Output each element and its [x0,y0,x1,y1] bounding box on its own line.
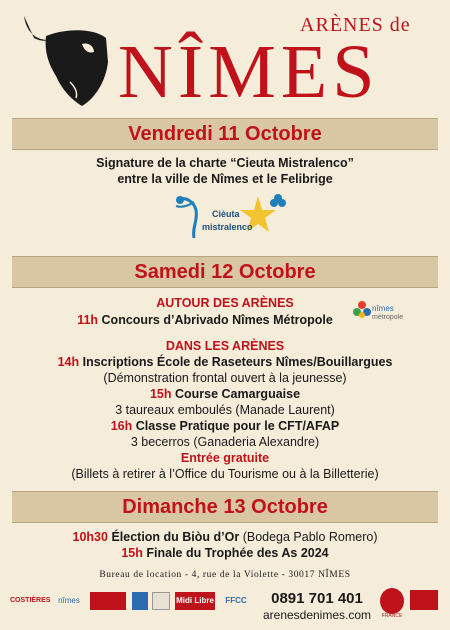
free-entry-sub: (Billets à retirer à l’Office du Tourisme ou à la Billetterie) [71,467,379,481]
event-title: Classe Pratique pour le CFT/AFAP [135,419,340,433]
event-time: 14h [57,355,80,369]
saturday-band [12,256,438,288]
bull-head-icon [16,10,116,110]
nimes-metropole-line-2: métropole [372,314,404,321]
sunday-band [12,491,438,523]
event-sub: (Bodega Pablo Romero) [242,530,378,544]
nimes-metropole-flower-icon [352,300,372,320]
event-course-sub: 3 taureaux emboulés (Manade Laurent) [115,403,335,417]
section-title-around: AUTOUR DES ARÈNES [156,296,294,310]
event-title: Inscriptions École de Raseteurs Nîmes/Bouillargues [82,355,393,369]
friday-band [12,118,438,150]
website-link[interactable]: arenesdenimes.com [262,608,372,622]
event-inscriptions [0,355,450,369]
event-classe [0,419,450,433]
cieuta-logo-line-1: Cièuta [212,209,240,219]
friday-day-title: Vendredi 11 Octobre [128,123,322,145]
midi-libre-logo: Midi Libre [175,592,215,610]
cieuta-logo-line-2: mistralenco [202,222,253,232]
flower-icon [268,192,288,212]
section-title-arenas: DANS LES ARÈNES [165,339,285,353]
phone-number[interactable]: 0891 701 401 [271,590,363,607]
france-logo [410,590,438,610]
event-classe-sub: 3 becerros (Ganaderia Alexandre) [130,435,320,449]
occitanie-logo [152,592,170,610]
event-time: 11h [77,313,99,327]
event-title: Course Camarguaise [174,387,301,401]
region-logo [90,592,126,610]
event-time: 16h [110,419,133,433]
page-title: NÎMES [118,30,380,114]
event-title: Finale du Trophée des As 2024 [146,546,329,560]
title-top: ARÈNES de [300,14,411,36]
event-time: 15h [149,387,172,401]
event-trophee [0,546,450,560]
event-time: 15h [121,546,143,560]
friday-line-1: Signature de la charte “Cieuta Mistralenco” [96,156,354,170]
nimes-metropole-line-1: nîmes [372,304,394,313]
ffcc-logo: FFCC [225,596,247,605]
gard-logo [132,592,148,610]
free-entry: Entrée gratuite [180,451,270,465]
nimes-logo: nîmes [58,596,80,605]
address: Bureau de location - 4, rue de la Violette - 30017 NÎMES [99,570,351,580]
event-inscriptions-sub: (Démonstration frontal ouvert à la jeunesse) [103,371,347,385]
saturday-day-title: Samedi 12 Octobre [134,261,316,283]
event-biou [0,530,450,544]
costieres-logo: COSTIÈRES [10,597,50,604]
france-logo-label: FRANCE [381,613,403,619]
event-course [0,387,450,401]
event-time: 10h30 [72,530,108,544]
sunday-day-title: Dimanche 13 Octobre [122,496,328,518]
event-title: Élection du Biòu d’Or [111,530,240,544]
event-title: Concours d’Abrivado Nîmes Métropole [101,313,333,327]
dancer-icon [172,192,212,242]
sponsor-logo-sp [380,588,404,614]
friday-line-2: entre la ville de Nîmes et le Felibrige [117,172,333,186]
